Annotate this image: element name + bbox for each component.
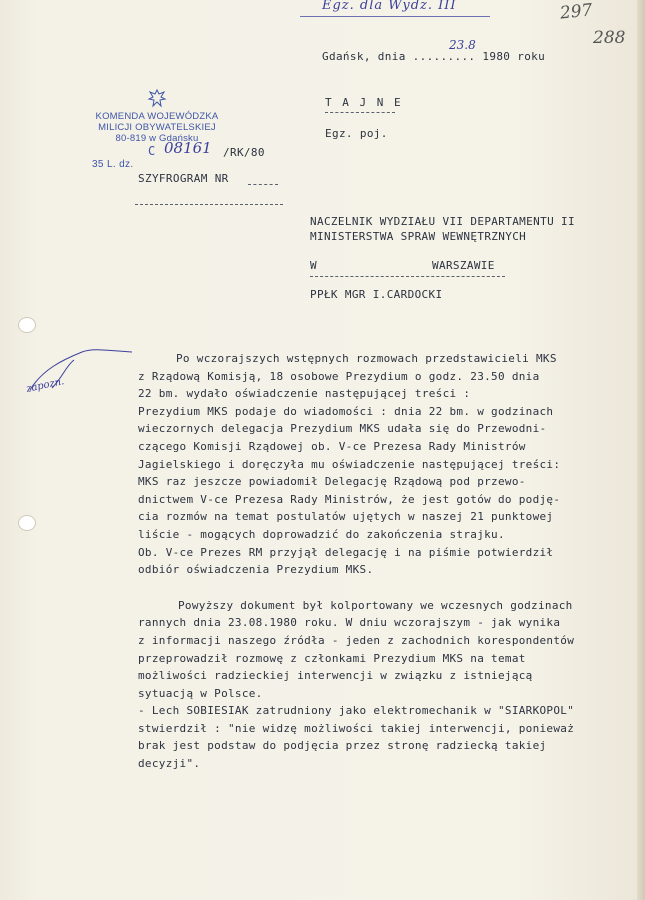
- body-line: z Rządową Komisją, 18 osobowe Prezydium o godz. 23.50 dnia: [138, 369, 540, 383]
- addressee-city: WARSZAWIE: [432, 259, 495, 272]
- eagle-emblem-icon: [146, 88, 168, 110]
- body-line: brak jest podstaw do podjęcia przez stronę radziecką takiej: [138, 739, 547, 753]
- body-line: przeprowadził rozmowę z członkami Prezydium MKS na temat: [138, 651, 526, 665]
- handwritten-date: 23.8: [449, 38, 476, 52]
- body-line: stwierdził : "nie widzę możliwości takiej interwencji, ponieważ: [138, 721, 575, 735]
- classification-label: T A J N E: [325, 96, 403, 109]
- body-line: sytuacją w Polsce.: [138, 686, 263, 700]
- stamp-line-3: 80-819 w Gdańsku: [115, 133, 199, 144]
- body-line: decyzji".: [138, 757, 201, 771]
- cipher-separator: [135, 204, 283, 205]
- body-line: Prezydium MKS podaje do wiadomości : dnia 22 bm. w godzinach: [138, 404, 554, 418]
- body-line: Ob. V-ce Prezes RM przyjął delegację i na piśmie potwierdził: [138, 545, 554, 559]
- body-line: Jagielskiego i doręczyła mu oświadczenie następującej treści:: [138, 457, 561, 471]
- body-line: Po wczorajszych wstępnych rozmowach przedstawicieli MKS: [176, 352, 557, 365]
- stamp-ref-prefix: 35 L. dz.: [92, 159, 134, 170]
- addressee-city-prefix: W: [310, 259, 317, 272]
- addressee-line-1: NACZELNIK WYDZIAŁU VII DEPARTAMENTU II: [310, 215, 575, 228]
- margin-signature: [22, 330, 142, 410]
- document-body: [138, 350, 638, 773]
- body-line: dnictwem V-ce Prezesa Rady Ministrów, że jest gotów do podję-: [138, 492, 561, 506]
- copy-number: Egz. poj.: [325, 127, 388, 140]
- place-date: Gdańsk, dnia ......... 1980 roku: [322, 50, 546, 63]
- page-edge-shadow: [637, 0, 645, 900]
- body-line: 22 bm. wydało oświadczenie następującej treści :: [138, 387, 471, 401]
- stamp-ref-number: 08161: [164, 139, 212, 157]
- body-line: liście - mogących doprowadzić do zakończenia strajku.: [138, 527, 505, 541]
- body-line: odbiór oświadczenia Prezydium MKS.: [138, 563, 374, 577]
- addressee-person: PPŁK MGR I.CARDOCKI: [310, 288, 443, 301]
- punch-hole-lower: [18, 515, 36, 531]
- body-line: rannych dnia 23.08.1980 roku. W dniu wczorajszym - jak wynika: [138, 616, 561, 630]
- body-line: Powyższy dokument był kolportowany we wczesnych godzinach: [178, 598, 573, 612]
- addressee-separator: [310, 276, 505, 277]
- classification-underline: [325, 112, 395, 113]
- cipher-label: SZYFROGRAM NR: [138, 172, 229, 185]
- police-stamp: [82, 88, 232, 144]
- addressee-line-2: MINISTERSTWA SPRAW WEWNĘTRZNYCH: [310, 230, 527, 243]
- body-line: - Lech SOBIESIAK zatrudniony jako elektromechanik w "SIARKOPOL": [138, 704, 575, 718]
- archive-mark-top: Egz. dla Wydz. III: [322, 0, 457, 13]
- body-line: z informacji naszego źródła - jeden z zachodnich korespondentów: [138, 633, 575, 647]
- paragraph-2: [138, 597, 638, 773]
- body-line: możliwości radzieckiej interwencji w związku z istniejącą: [138, 669, 533, 683]
- cipher-number-blank: [248, 184, 278, 185]
- body-line: MKS raz jeszcze powiadomił Delegację Rządową pod przewo-: [138, 475, 526, 489]
- stamp-ref-letter: C: [148, 144, 156, 158]
- stamp-ref-suffix: /RK/80: [223, 146, 265, 159]
- paragraph-1: [138, 350, 638, 579]
- page-number-a: 297: [559, 0, 594, 24]
- archive-mark-underline: [300, 16, 490, 17]
- body-line: cia rozmów na temat postulatów ujętych w naszej 21 punktowej: [138, 510, 554, 524]
- stamp-line-2: MILICJI OBYWATELSKIEJ: [98, 122, 216, 133]
- page-number-b: 288: [593, 28, 626, 48]
- body-line: czącego Komisji Rządowej ob. V-ce Prezesa Rady Ministrów: [138, 439, 526, 453]
- paragraph-gap: [138, 579, 638, 597]
- body-line: wieczornych delegacja Prezydium MKS udała się do Przewodni-: [138, 422, 547, 436]
- margin-note: zapozn.: [25, 376, 66, 395]
- stamp-line-1: KOMENDA WOJEWÓDZKA: [95, 111, 219, 122]
